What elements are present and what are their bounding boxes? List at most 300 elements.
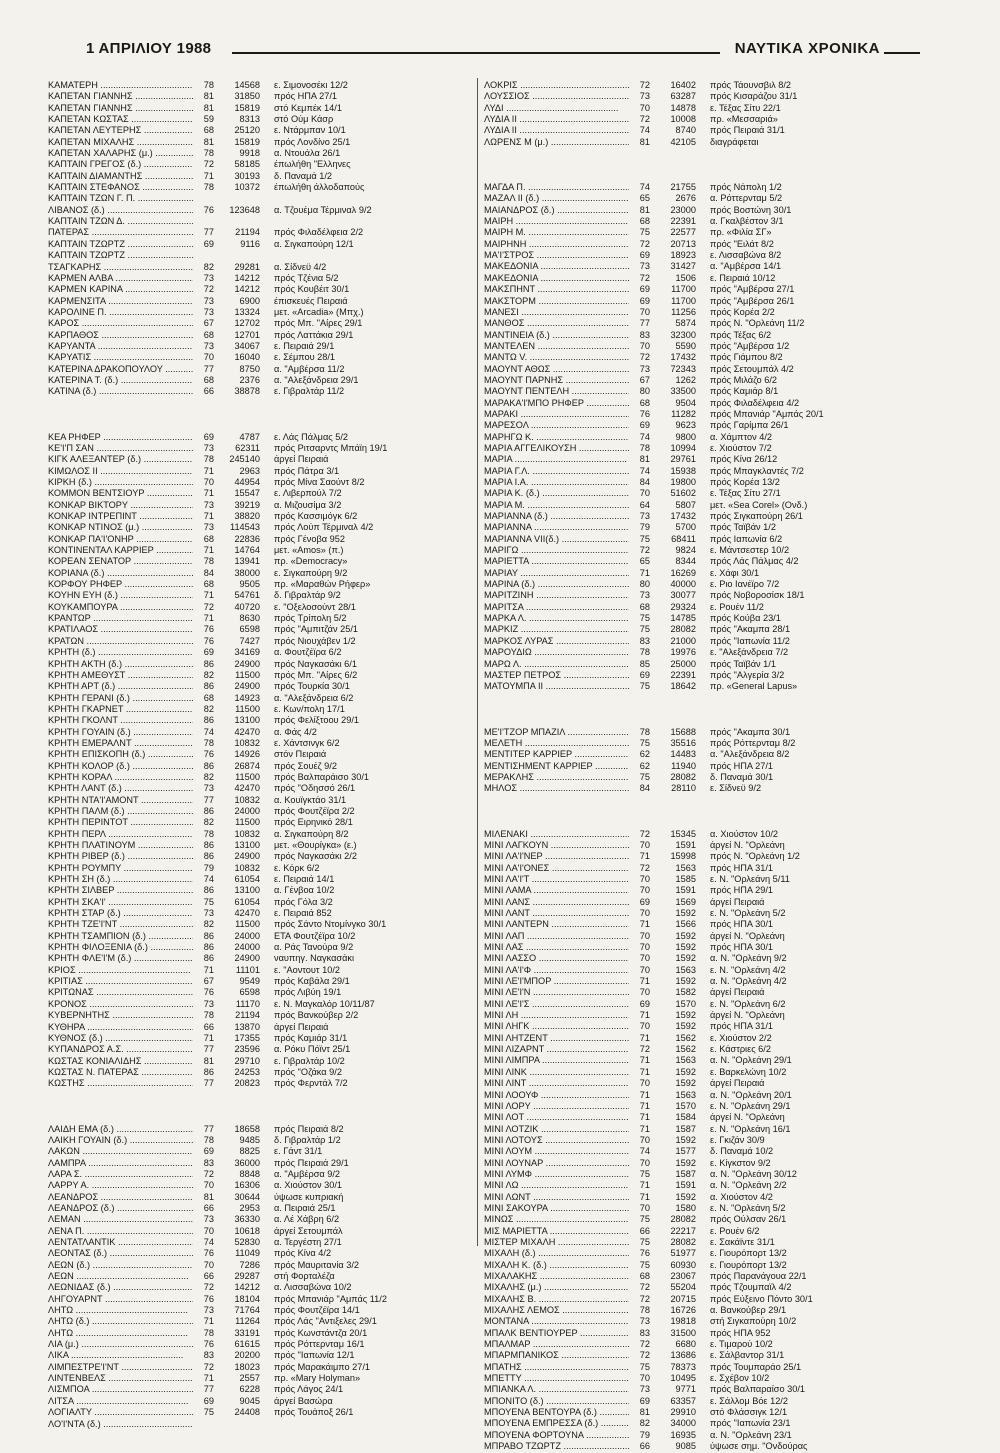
tonnage: 16402 [670,80,696,90]
build-year: 71 [203,511,214,522]
ship-name: ΜΙΝΙ ΛΑ'Ι'ΟΝΕΣ ..... [484,863,629,874]
ship-status: δ. Παναμά 1/2 [274,170,333,181]
ship-name: ΜΑΙΡΗ ..... [484,216,629,227]
tonnage: 33191 [234,1327,260,1338]
build-year: 73 [203,522,214,533]
ship-name: ΚΑΤΕΡΙΝΑ Τ. (δ.) ..... [48,375,193,386]
tonnage: 21194 [235,227,260,238]
build-year: 69 [203,1395,214,1406]
build-year: 73 [639,1384,650,1395]
ship-row [48,1396,448,1407]
build-year: 73 [203,1305,214,1316]
ship-status: ε. Λάς Πάλμας 5/2 [274,431,349,442]
ship-status: στή Φορταλέζα [274,1271,335,1282]
ship-name: ΚΥΠΑΝΔΡΟΣ Α.Σ. ..... [48,1044,193,1055]
ship-status: ε. Γκιζάν 30/9 [710,1134,765,1145]
section-gap [484,148,884,182]
build-year: 84 [639,477,650,487]
ship-row [484,1055,884,1066]
build-year: 81 [639,1407,650,1418]
tonnage: 5807 [675,499,696,510]
ship-status: πρός Μπ. "Αίρες 6/2 [274,669,358,680]
ship-name: ΜΙΝΙ ΣΑΚΟΥΡΑ ..... [484,1203,629,1214]
ship-status: πρός Φερντάλ 7/2 [274,1078,348,1089]
tonnage: 2963 [239,465,260,476]
ship-row [484,534,884,545]
tonnage: 28082 [670,1236,696,1247]
build-year: 69 [639,896,650,907]
ship-row [48,670,448,681]
ship-row [48,738,448,749]
ship-status: α. Ν. "Ορλεάνη 30/12 [710,1168,797,1179]
ship-status: έπωλήθη άλλοδαπούς [274,182,365,193]
ship-status: πρός Ριτσαρντς Μπάϊη 19/1 [274,442,388,453]
ship-row [48,579,448,590]
build-year: 72 [639,1350,650,1361]
build-year: 79 [639,1429,650,1440]
build-year: 72 [203,601,214,612]
ship-name: ΚΑΠΕΤΑΝ ΓΙΑΝΝΗΣ ..... [48,91,193,102]
tonnage: 16935 [670,1429,696,1440]
tonnage: 10495 [670,1373,696,1384]
build-year: 74 [639,125,650,136]
ship-row [48,239,448,250]
ship-status: δ. Παναμά 10/2 [710,1146,774,1157]
ship-row [484,987,884,998]
ship-row [484,1373,884,1384]
build-year: 68 [203,329,214,340]
tonnage: 8630 [239,613,260,624]
ship-row [48,1146,448,1157]
tonnage: 5700 [675,522,696,533]
ship-name: ΚΙΡΚΗ (δ.) ..... [48,477,193,488]
ship-name: ΜΙΝΙ ΛΑΓΚΟΥΝ ..... [484,840,629,851]
ship-status: ε. Ν. "Ορλεάνη 16/1 [710,1123,791,1134]
ship-row [48,1067,448,1078]
ship-status: α. Χιούστον 10/2 [710,828,779,839]
tonnage: 52830 [234,1237,260,1247]
ship-name: ΚΡΗΤΗ ΣΚΑ'Ι' ..... [48,897,193,908]
ship-status: πρός Σουέζ 9/2 [274,760,337,771]
ship-name: ΤΣΑΓΚΑΡΗΣ ..... [48,262,193,273]
tonnage: 5590 [675,340,696,351]
ship-status: πρός Φελίξτοου 29/1 [274,715,360,726]
tonnage: 11101 [235,964,260,975]
ship-status: άργεί Ν. "Ορλεάνη [710,930,785,941]
ship-status: α. Ν. "Ορλεάνη 29/1 [710,1055,792,1066]
ship-status: πρός Μαρακάιμπο 27/1 [274,1361,371,1372]
ship-status: πρός Ειρηνικό 28/1 [274,817,353,828]
build-year: 84 [639,783,650,794]
build-year: 71 [639,1055,650,1066]
ship-row [48,568,448,579]
ship-row [48,1294,448,1305]
tonnage: 13686 [670,1350,696,1361]
tonnage: 18023 [234,1361,260,1372]
ship-name: ΚΑΠΕΤΑΝ ΓΙΑΝΝΗΣ ..... [48,103,193,114]
tonnage: 28110 [671,783,696,794]
ship-status: ε. Κόρκ 6/2 [274,862,320,873]
ship-name: ΠΑΤΕΡΑΣ ..... [48,227,193,238]
ship-row [484,1158,884,1169]
ship-name: ΚΡΗΤΗ ΣΤΑΡ (δ.) ..... [48,908,193,919]
tonnage: 20823 [234,1078,260,1089]
ship-status: πρός Βοστώνη 30/1 [710,204,792,215]
ship-status: ε. Σακάϊντε 31/1 [710,1236,775,1247]
ship-status: δ. Γιβραλτάρ 1/2 [274,1134,341,1145]
ship-status: πρός "Ιαπωνία 11/2 [710,635,790,646]
build-year: 77 [203,227,214,238]
ship-row [48,840,448,851]
build-year: 78 [203,454,214,465]
ship-status: α. Ρόττερνταμ 5/2 [710,193,783,204]
build-year: 70 [639,102,650,113]
ship-name: ΜΙΝΙ ΛΑΝΣ ..... [484,897,629,908]
build-year: 71 [639,567,650,578]
ship-row [484,273,884,284]
ship-row [48,375,448,386]
tonnage: 31850 [234,91,260,102]
ship-status: μετ. «Sea Corel» (Ονδ.) [710,499,808,510]
build-year: 83 [203,1350,214,1361]
ship-name: ΚΑΠΕΤΑΝ ΜΙΧΑΛΗΣ ..... [48,137,193,148]
ship-row [484,114,884,125]
ship-name: ΚΟΥΚΑΜΠΟΥΡΑ ..... [48,602,193,613]
tonnage: 24900 [234,953,260,964]
ship-name: ΚΡΗΤΗ ΦΙΛΟΞΕΝΙΑ (δ.) ..... [48,942,193,953]
ship-name: ΜΑΡΑΚΑ'Ι'ΜΠΟ ΡΗΦΕΡ ..... [484,398,629,409]
build-year: 72 [203,1168,214,1179]
ship-row [48,659,448,670]
ship-name: ΜΙΧΑΛΗ Κ. (δ.) ..... [484,1260,629,1271]
ship-name: ΛΟΓΙΑΛΤΥ ..... [48,1407,193,1418]
tonnage: 24000 [234,930,260,941]
tonnage: 15938 [670,465,696,476]
build-year: 72 [639,1339,650,1350]
ship-row [48,1373,448,1384]
ship-name: ΚΑΠΕΤΑΝ ΚΩΣΤΑΣ ..... [48,114,193,125]
build-year: 81 [203,1191,214,1202]
tonnage: 44954 [234,477,260,487]
build-year: 83 [639,329,650,340]
ship-status: πρός Νοβοροσίσκ 18/1 [710,590,805,601]
ship-row [484,579,884,590]
ship-name: ΚΡΗΤΗ ΤΣΑΜΠΙΟΝ (δ.) ..... [48,931,193,942]
tonnage: 68411 [671,533,696,544]
tonnage: 15998 [670,851,696,862]
tonnage: 114543 [230,522,260,533]
ship-status: πρός Γαρίμπα 26/1 [710,420,789,431]
ship-row [48,386,448,397]
tonnage: 11500 [235,669,260,680]
tonnage: 19818 [670,1316,696,1327]
build-year: 66 [203,1021,214,1032]
ship-name: ΜΙΝΙ ΛΕ'Ι'ΜΠΟΡ ..... [484,976,629,987]
tonnage: 9623 [675,420,696,431]
ship-row [48,987,448,998]
ship-row [484,647,884,658]
build-year: 86 [203,953,214,964]
tonnage: 1592 [675,1191,696,1202]
ship-status: α. Ράς Τανούρα 9/2 [274,942,354,953]
tonnage: 1591 [675,1180,696,1191]
build-year: 71 [639,1066,650,1077]
ship-status: πρός Λιβύη 19/1 [274,987,342,998]
ship-status: άργεί Πειραιά [710,1078,765,1089]
publication-title: ΝΑΥΤΙΚΑ ΧΡΟΝΙΚΑ [734,40,880,57]
tonnage: 18104 [234,1293,260,1304]
tonnage: 1580 [675,1202,696,1213]
ship-status: μετ. «Arcadia» (Μπχ.) [274,306,364,317]
ship-status: ε. Λισσαβώνα 8/2 [710,250,782,261]
ship-name: ΜΙΝΙ ΛΙΖΑΡΝΤ ..... [484,1044,629,1055]
ship-name: ΚΑΤΙΝΑ (δ.) ..... [48,386,193,397]
tonnage: 15819 [234,136,260,147]
ship-name: ΚΡΗΤΗ ΡΟΥΜΠΥ ..... [48,863,193,874]
build-year: 68 [639,1271,650,1281]
ship-name: ΚΡΙΟΣ ..... [48,965,193,976]
build-year: 69 [639,1395,650,1406]
ship-status: ε. Ν. "Ορλεάνη 5/2 [710,908,786,918]
ship-status: α. Χιούστον 4/2 [710,1191,773,1202]
build-year: 71 [203,964,214,975]
tonnage: 11500 [235,703,260,714]
tonnage: 123648 [229,204,260,215]
tonnage: 12702 [234,318,260,329]
ship-row [48,1135,448,1146]
build-year: 69 [203,1146,214,1157]
ship-row [484,1192,884,1203]
ship-row [484,80,884,91]
tonnage: 13324 [234,306,260,317]
ship-row [484,602,884,613]
ship-status: πρός Κούβα 23/1 [710,613,781,624]
ship-status: ε. Ν. Μαγκαλόρ 10/11/87 [274,998,375,1009]
build-year: 86 [203,760,214,771]
ship-row [48,1419,448,1430]
ship-status: ε. Γιβραλτάρ 10/2 [274,1055,345,1066]
ship-row [484,1021,884,1032]
ship-name: ΜΙΝΩΣ ..... [484,1214,629,1225]
tonnage: 16726 [670,1305,696,1316]
ship-name: ΚΟΝΤΙΝΕΝΤΑΛ ΚΑΡΡΙΕΡ ..... [48,545,193,556]
ship-status: άργεί Πειραιά [274,1021,329,1032]
build-year: 74 [639,465,650,476]
tonnage: 1592 [675,930,696,941]
ship-name: ΜΙΝΙ ΛΙΝΚ ..... [484,1067,629,1078]
ship-status: α. Λέ Χάβρη 6/2 [274,1214,340,1225]
ship-name: ΚΑΤΕΡΙΝΑ ΔΡΑΚΟΠΟΥΛΟΥ ..... [48,364,193,375]
ship-status: πρός Τάουνσβιλ 8/2 [710,80,792,90]
build-year: 78 [639,1305,650,1316]
ship-name: ΜΑΚΣΠΗΝΤ ..... [484,284,629,295]
ship-name: ΛΗΤΩ (δ.) ..... [48,1316,193,1327]
tonnage: 9085 [675,1441,696,1452]
tonnage: 19800 [670,477,696,487]
tonnage: 11170 [235,998,260,1009]
ship-status: μετ. «Amos» (π.) [274,545,344,556]
ship-name: ΚΡΗΤΗ ΦΛΕ'Ι'Μ (δ.) ..... [48,953,193,964]
build-year: 73 [639,91,650,102]
ship-name: ΜΑΝΤΙΝΕΙΑ (δ.) ..... [484,330,629,341]
build-year: 78 [203,148,214,159]
tonnage: 11700 [671,295,696,306]
ship-name: ΚΟΡΦΟΥ ΡΗΦΕΡ ..... [48,579,193,590]
ship-row [484,1362,884,1373]
ship-name: ΛΙΒΑΝΟΣ (δ.) ..... [48,205,193,216]
ship-name: ΜΑΡΚΑ Λ. ..... [484,613,629,624]
ship-name: ΜΑΚΕΔΟΝΙΑ ..... [484,273,629,284]
ship-name: ΜΑΓΔΑ Π. ..... [484,182,629,193]
ship-row [484,193,884,204]
ship-name: ΚΥΘΗΡΑ ..... [48,1022,193,1033]
build-year: 71 [639,1100,650,1111]
ship-status: α. Φουτζέϊρα 6/2 [274,647,342,658]
tonnage: 14878 [670,102,696,113]
ship-name: ΜΑΡΙΤΣΑ ..... [484,602,629,613]
tonnage: 13870 [234,1021,260,1032]
ship-row [48,1022,448,1033]
ship-row [48,1362,448,1373]
build-year: 68 [203,692,214,703]
ship-name: ΚΑΡΜΕΝ ΚΑΡΙΝΑ ..... [48,284,193,295]
ship-name: ΚΑΠΤΑΙΝ ΤΖΩΝ Γ. Π. ..... [48,193,193,204]
tonnage: 20715 [670,1293,696,1304]
ship-row [484,296,884,307]
build-year: 78 [203,182,214,193]
section-gap [484,795,884,829]
ship-name: ΛΑΜΠΡΑ ..... [48,1158,193,1169]
tonnage: 36000 [234,1157,260,1168]
tonnage: 13100 [234,715,260,726]
tonnage: 15547 [234,488,260,499]
ship-name: ΚΡΟΝΟΣ ..... [48,999,193,1010]
ship-row [484,670,884,681]
ship-row [484,330,884,341]
build-year: 72 [639,272,650,283]
build-year: 72 [639,828,650,839]
build-year: 77 [203,1044,214,1055]
ship-row [484,874,884,885]
ship-status: πρός "Ιαπωνία 23/1 [710,1418,791,1429]
tonnage: 25120 [234,125,260,136]
ship-name: ΜΙΝΙ ΛΩΝΤ ..... [484,1192,629,1203]
tonnage: 36330 [234,1214,260,1225]
ship-name: ΜΑΖΑΛ ΙΙ (δ.) ..... [484,193,629,204]
ship-name: ΜΠΕΤΤΥ ..... [484,1373,629,1384]
build-year: 72 [639,114,650,125]
build-year: 86 [203,715,214,726]
ship-row [48,488,448,499]
ship-status: πρός Ν. "Ορλεάνη 1/2 [710,851,800,862]
tonnage: 61054 [234,896,260,907]
ship-status: ε. Γιουρόπορτ 13/2 [710,1259,787,1270]
ship-row [48,953,448,964]
ship-name: ΚΙΜΩΛΟΣ ΙΙ ..... [48,466,193,477]
build-year: 69 [203,431,214,442]
ship-status: πρ. «Mary Holyman» [274,1373,361,1384]
ship-name: ΜΕΡΑΚΛΗΣ ..... [484,772,629,783]
ship-name: ΜΙΝΙ ΛΥΜΦ ..... [484,1169,629,1180]
ship-row [48,942,448,953]
ship-status: α. Ντουάλα 26/1 [274,148,341,159]
ship-status: πρός Γόλα 3/2 [274,896,333,907]
ship-name: ΜΙΧΑΛΑΚΗΣ ..... [484,1271,629,1282]
ship-row [48,1282,448,1293]
tonnage: 8750 [239,363,260,374]
ship-name: ΚΡΗΤΗ ΓΟΥΑΙΝ (δ.) ..... [48,727,193,738]
ship-status: δ. Γιβραλτάρ 9/2 [274,590,341,601]
ship-status: πρός ΗΠΑ 30/1 [710,942,773,953]
ship-name: ΚΡΑΤΙΛΑΟΣ ..... [48,624,193,635]
ship-status: πρός Καμιάρ 31/1 [274,1032,348,1043]
ship-row [484,1090,884,1101]
ship-status: άργεί Πειραιά [710,896,765,907]
ship-name: ΛΥΔΙ ..... [484,103,629,114]
ship-name: ΜΙΝΙ ΛΑΣ ..... [484,942,629,953]
ship-name: ΜΙΝΙ ΛΟΟΥΦ ..... [484,1090,629,1101]
ship-row [48,1192,448,1203]
ship-name: ΚΡΙΤΙΑΣ ..... [48,976,193,987]
ship-status: ε. Σάλλομ Βόε 12/2 [710,1395,788,1406]
build-year: 73 [203,442,214,453]
build-year: 69 [639,250,650,261]
ship-row [48,1350,448,1361]
ship-row [484,522,884,533]
ship-row [48,330,448,341]
ship-name: ΜΠΑΛΜΑΡ ..... [484,1339,629,1350]
ship-status: ε. Ριο Ιανέϊρο 7/2 [710,579,780,590]
ship-status: α. Λισσαβώνα 10/2 [274,1282,352,1293]
ship-row [48,999,448,1010]
tonnage: 31500 [670,1327,696,1338]
ship-name: ΚΥΘΝΟΣ (δ.) ..... [48,1033,193,1044]
ship-status: α. Γένβοα 10/2 [274,885,335,896]
ship-row [48,1203,448,1214]
ship-status: πρός Ρόττερνταμ 8/2 [710,737,796,748]
ship-name: ΚΡΗΤΗ ΛΑΝΤ (δ.) ..... [48,783,193,794]
ship-row [48,296,448,307]
ship-name: ΜΑΟΥΝΤ ΠΕΝΤΕΛΗ ..... [484,386,629,397]
ship-row [484,284,884,295]
ship-status: ε. Γιβραλτάρ 11/2 [274,386,345,397]
ship-name: ΚΑΡΥΑΤΙΣ ..... [48,352,193,363]
build-year: 62 [639,749,650,760]
ship-status: πρός Γένοβα 952 [274,533,345,544]
build-year: 70 [639,488,650,499]
build-year: 72 [639,862,650,873]
build-year: 69 [639,295,650,306]
ship-status: πρός Καβάλα 29/1 [274,976,350,987]
ship-name: ΛΩΡΕΝΣ Μ (μ.) ..... [484,137,629,148]
ship-status: πρός Βανκούβερ 2/2 [274,1010,359,1021]
build-year: 76 [203,1339,214,1350]
ship-name: ΛΗΤΩ ..... [48,1328,193,1339]
ship-row [48,227,448,238]
ship-row [484,885,884,896]
tonnage: 9549 [239,976,260,987]
ship-status: ε. Χιούστον 7/2 [710,442,772,453]
ship-name: ΚΑΠΤΑΙΝ ΔΙΑΜΑΝΤΗΣ ..... [48,171,193,182]
ship-status: στή Σιγκαπούρη 10/2 [710,1316,797,1327]
ship-row [484,965,884,976]
ship-status: πρός "Οζάκα 9/2 [274,1066,342,1077]
tonnage: 9116 [240,238,260,249]
tonnage: 24900 [234,658,260,669]
build-year: 71 [639,1123,650,1134]
tonnage: 61615 [234,1339,260,1350]
tonnage: 1591 [675,839,696,850]
